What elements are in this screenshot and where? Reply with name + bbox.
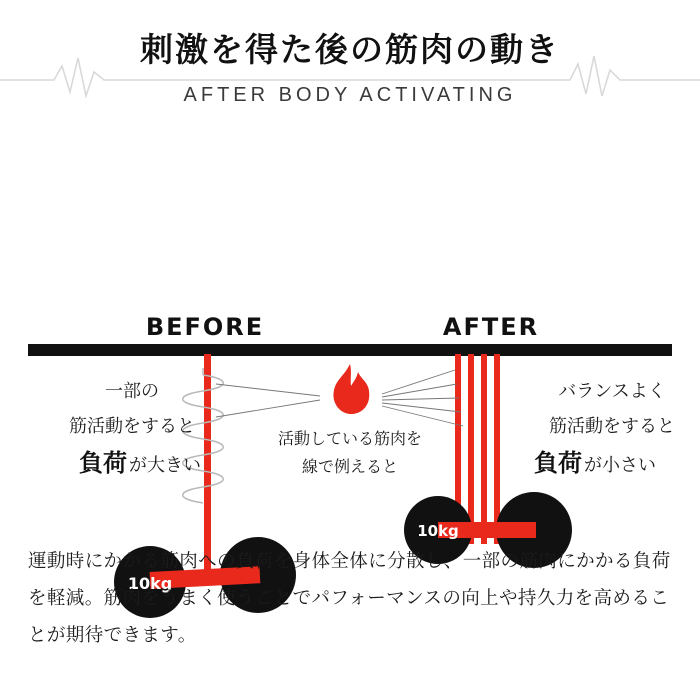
after-caption-rest: が小さい (584, 455, 656, 476)
before-heading: BEFORE (145, 313, 265, 341)
page-subtitle: AFTER BODY ACTIVATING (183, 83, 517, 106)
after-caption-strong: 負荷 (534, 449, 582, 477)
diagram-svg (0, 132, 700, 593)
after-heading: AFTER (442, 313, 540, 341)
after-weight-label: 10kg (417, 522, 459, 540)
page-title: 刺激を得た後の筋肉の動き (140, 30, 560, 69)
flame-icon (333, 364, 369, 414)
before-caption-rest: が大きい (129, 455, 201, 476)
annotation-leader-lines-right (382, 370, 463, 426)
before-weight-label: 10kg (127, 574, 173, 593)
description-paragraph: 運動時にかかる筋肉への負荷を身体全体に分散し、一部の筋肉にかかる負荷を軽減。筋肉をうまく使うことでパフォーマンスの向上や持久力を高めることが期待できます。 (28, 551, 671, 646)
after-caption-line1: バランスよく (558, 381, 666, 402)
header (0, 0, 700, 132)
center-note-line1: 活動している筋肉を (277, 429, 423, 448)
annotation-leader-lines-left (216, 384, 320, 417)
comparison-diagram (0, 132, 700, 593)
before-caption-strong: 負荷 (79, 449, 127, 477)
after-caption-line2: 筋活動をすると (549, 416, 675, 437)
before-caption-line1: 一部の (105, 381, 159, 402)
before-caption-line2: 筋活動をすると (69, 416, 195, 437)
center-note-line2: 線で例えると (301, 457, 399, 476)
before-red-line (204, 354, 211, 574)
ceiling-bar (28, 344, 672, 356)
